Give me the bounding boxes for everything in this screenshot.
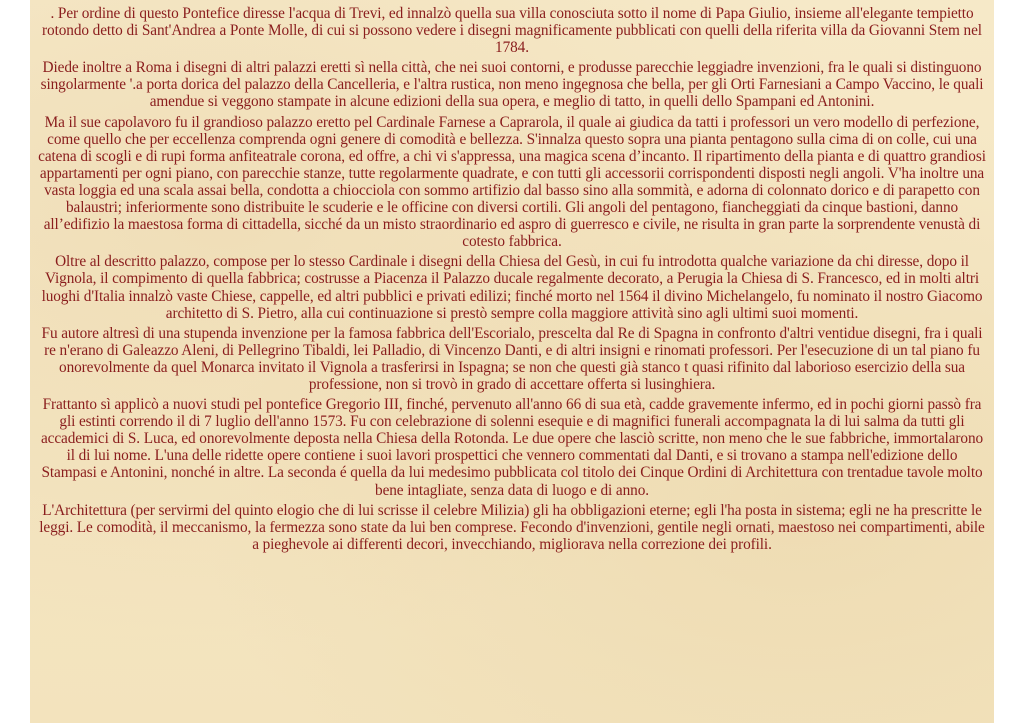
paragraph-trevi: . Per ordine di questo Pontefice diresse l'acqua di Trevi, ed innalzò quella sua villa conosciuta sotto il nome di Papa Giulio, insieme all'elegante tempietto rotondo detto di Sant'Andrea a Ponte Molle, di cui si possono vedere i disegni magnificamente pubblicati con quelli della riferita villa da Giovanni Stem nel 1784. [42, 5, 982, 57]
paragraph-escorial: Fu autore altresì di una stupenda invenzione per la famosa fabbrica dell'Escorialo, prescelta dal Re di Spagna in confronto d'altri ventidue disegni, fra i quali re n'erano di Galeazzo Aleni, di Pellegrino Tibaldi, lei Palladio, di Vincenzo Danti, e di altri insigni e rinomati professori. Per l'esecuzione di un tal piano fu onorevolmente da quel Monarca invitato il Vignola a trasferirsi in Ispagna; se non che questi già stanco t quasi rifinito dal laborioso esercizio della sua professione, non si trovò in grado di accettare offerta si lusinghiera. [41, 324, 983, 393]
paragraph-roma-palazzi: Diede inoltre a Roma i disegni di altri palazzi eretti sì nella città, che nei suoi contorni, e produsse parecchie leggiadre invenzioni, fra le quali si distinguono singolarmente '.a porta dorica del palazzo della Cancelleria, e l'altra rustica, non meno ingegnosa che bella, per gli Orti Farnesiani a Campo Vaccino, le quali amendue si veggono stampate in alcune edizioni della sua opera, e meglio di tatto, in quelli dello Spampani ed Antonini. [40, 59, 984, 111]
paragraph-gesu: Oltre al descritto palazzo, compose per lo stesso Cardinale i disegni della Chiesa del Gesù, in cui fu introdotta qualche variazione da chi diresse, dopo il Vignola, il compimento di quella fabbrica; costrusse a Piacenza il Palazzo ducale regalmente decorato, a Perugia la Chiesa di S. Francesco, ed in molti altri luoghi d'Italia innalzò vaste Chiese, cappelle, ed altri pubblici e privati edilizi; finché morto nel 1564 il divino Michelangelo, fu nominato il nostro Giacomo architetto di S. Pietro, alla cui continuazione si prestò sempre colla maggiore attività sino agli ultimi suoi momenti. [41, 253, 983, 322]
paragraph-architettura: L'Architettura (per servirmi del quinto elogio che di lui scrisse il celebre Milizia) gli ha obbligazioni eterne; egli l'ha posta in sistema; egli ne ha prescritte le leggi. Le comodità, il meccanismo, la fermezza sono state da lui ben comprese. Fecondo d'invenzioni, gentile negli ornati, maestoso nei compartimenti, abile a pieghevole ai differenti decori, invecchiando, migliorava nella correzione dei profili. [39, 501, 985, 553]
paragraph-death-works: Frattanto sì applicò a nuovi studi pel pontefice Gregorio III, finché, pervenuto all'anno 66 di sua età, cadde gravemente infermo, ed in pochi giorni passò fra gli estinti correndo il di 7 luglio dell'anno 1573. Fu con celebrazione di solenni esequie e di magnifici funerali accompagnata la di lui salma da tutti gli accademici di S. Luca, ed onorevolmente deposta nella Chiesa della Rotonda. Le due opere che lasciò scritte, non meno che le sue fabbriche, immortalarono il di lui nome. L'una delle ridette opere contiene i suoi lavori prospettici che vennero commentati dal Danti, e si trovano a stampa nell'edizione dello Stampasi e Antonini, nonché in altre. La seconda é quella da lui medesimo pubblicata col titolo dei Cinque Ordini di Architettura con trentadue tavole molto bene intagliate, senza data di luogo e di anno. [40, 396, 984, 499]
paragraph-caprarola: Ma il sue capolavoro fu il grandioso palazzo eretto pel Cardinale Farnese a Caprarola, il quale ai giudica da tatti i professori un vero modello di perfezione, come quello che per eccellenza comprenda ogni genere di comodità e bellezza. S'innalza questo sopra una pianta pentagono sulla cima di on colle, cui una catena di scogli e di rupi forma anfiteatrale corona, ed offre, a chi vi s'appressa, una magica scena d’incanto. Il ripartimento della pianta e di quattro grandiosi appartamenti per ogni piano, con parecchie stanze, tutte regolarmente quadrate, e con tutti gli accessorii corrispondenti disposti negli angoli. V'ha inoltre una vasta loggia ed una scala assai bella, condotta a chiocciola con sommo artifizio dal basso sino alla sommità, e adorna di colonnato dorico e di parapetto con balaustri; inferiormente sono distribuite le scuderie e le officine con diversi cortili. Gli angoli del pentagono, fiancheggiati da cinque bastioni, danno all’edifizio la maestosa forma di cittadella, sicché da un misto straordinario ed aspro di guerresco e civile, ne risulta in gran parte la sorprendente venustà di cotesto fabbrica. [38, 113, 986, 251]
parchment-page [30, 0, 994, 723]
